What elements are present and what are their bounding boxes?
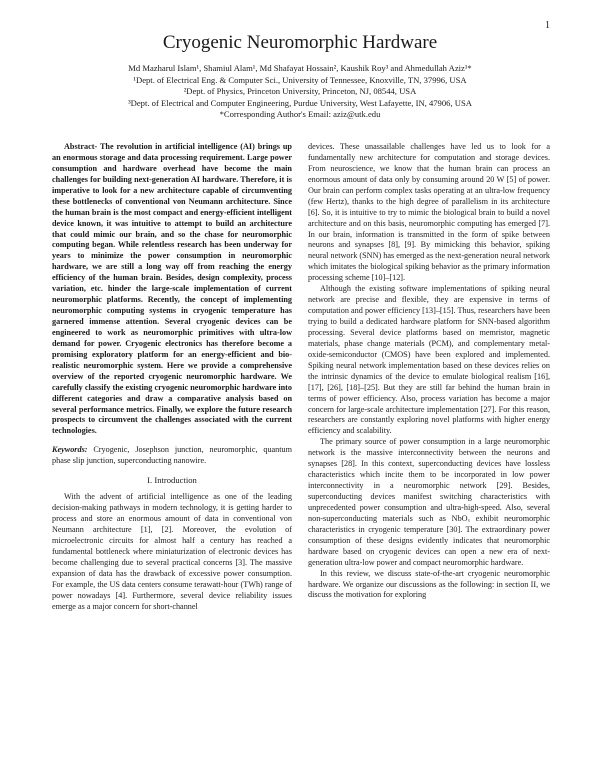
affiliation-2: ²Dept. of Physics, Princeton University, Princeton, NJ, 08544, USA [183,86,417,96]
corresponding-author-email: *Corresponding Author's Email: aziz@utk.edu [219,109,381,119]
section-heading-introduction: I. Introduction [147,475,197,486]
body-paragraph-2: Although the existing software implementations of spiking neural network are precise and flexible, they are expensive in terms of computation and power efficiency [13]–[15]. Thus, researchers have been trying to build a dedicated hardware platform for SNN-based algorithm processing. Several device platforms based on memristor, magnetic materials, phase change materials (PCM), and complementary metal-oxide-semiconductor (CMOS) have been explored and implemented. Spiking neural network implementation based on these devices relies on the intrinsic dynamics of the device to emulate biological realism [16], [17], [26], [18]–[25]. But they are still far behind the human brain in terms of power efficiency. Also, process variation has become a major concern for large-scale architecture implementation [27]. For this reason, researchers are constantly exploring novel platforms with higher energy efficiency and scalability. [308,284,550,436]
author-block [0,63,600,121]
body-paragraph-3: The primary source of power consumption in a large neuromorphic network is the massive interconnectivity between the neurons and synapses [28]. In this context, superconducting devices have lossless characteristics which incite them to be incorporated in low power interconnectivity in a neuromorphic network [29]. Besides, superconducting devices manifest switching characteristics with unprecedented power consumption and ultra-high-speed. Also, several non-superconducting materials such as NbOₓ exhibit neuromorphic characteristics in cryogenic temperature [30]. The extraordinary power consumption of these designs evidently indicates that neuromorphic hardware based on cryogenic devices can open a new era of next-generation ultra-low power and compact neuromorphic hardware. [308,437,550,567]
body-paragraph-1: devices. These unassailable challenges have led us to look for a fundamentally new architecture for computation and storage devices. From neuroscience, we know that the human brain can process an enormous amount of data only by consuming around 20 W [5] of power. Our brain can perform complex tasks operating at an ultra-low frequency (few Hertz), thanks to the high degree of parallelism in its architecture [6]. So, it is intuitive to try to mimic the biological brain to build a novel architecture and on this basis, neuromorphic computing has emerged [7]. In our brain, information is transmitted in the form of spike between neurons and synapses [8], [9]. By mimicking this behavior, spiking neural network (SNN) has emerged as the next-generation neural network which imitates the biological spiking behavior as the primary information processing scheme [10]–[12]. [308,142,550,283]
affiliation-3: ³Dept. of Electrical and Computer Engineering, Purdue University, West Lafayette, IN, 47906, USA [128,97,472,108]
keywords [52,445,292,467]
paper-title: Cryogenic Neuromorphic Hardware [162,32,438,53]
affiliation-1: ¹Dept. of Electrical Eng. & Computer Sci., University of Tennessee, Knoxville, TN, 37996, USA [133,74,467,85]
body-paragraph-4: In this review, we discuss state-of-the-art cryogenic neuromorphic hardware. We organize our discussions as the following: in section II, we discuss the motivation for exploring [308,568,550,600]
keywords-text: Cryogenic, Josephson junction, neuromorphic, quantum phase slip junction, superconducting nanowire. [52,445,292,466]
right-column [308,142,550,601]
abstract: Abstract- The revolution in artificial intelligence (AI) brings up an enormous storage and data processing requirement. Large power consumption and hardware overhead have become the main challenges for building next-generation AI hardware. Therefore, it is imperative to look for a new architecture capable of circumventing these bottlenecks of conventional von Neumann architecture. Since the human brain is the most compact and energy-efficient intelligent device known, it was intuitive to attempt to build an architecture that could mimic our brain, and so the chase for neuromorphic computing began. While relentless research has been underway for years to minimize the power consumption in neuromorphic hardware, we are still a long way off from reaching the energy efficiency of the human brain. Besides, design complexity, process variation, etc. hinder the large-scale implementation of current neuromorphic platforms. Recently, the concept of implementing neuromorphic computing systems in cryogenic temperature has garnered immense attention. Several cryogenic devices can be engineered to work as neuromorphic primitives with ultra-low demand for power. Cryogenic electronics has therefore become a promising exploratory platform for an energy-efficient and bio-realistic neuromorphic system. Here we provide a comprehensive overview of the reported cryogenic neuromorphic hardware. We carefully classify the existing cryogenic neuromorphic hardware into different categories and draw a comparative analysis based on several performance metrics. Finally, we explore the future research prospects to circumvent the challenges associated with the current technologies. [52,142,292,436]
left-column [52,142,292,612]
page-number: 1 [545,20,550,31]
author-list: Md Mazharul Islam¹, Shamiul Alam¹, Md Shafayat Hossain², Kaushik Roy³ and Ahmedullah Aziz¹* [128,63,472,73]
keywords-label: Keywords: [52,445,88,455]
intro-paragraph-1: With the advent of artificial intelligence as one of the leading decision-making pathways in modern technology, it is getting harder to process and store an enormous amount of data in conventional von Neumann architecture [1], [2]. Moreover, the evolution of microelectronic circuits for almost half a century has reached a fundamental bottleneck where miniaturization of electronic devices has become challenging due to several practical concerns [3]. The massive expansion of data has the drawback of excessive power consumption. For example, the US data centers consume terawatt-hour (TWh) range of power nowadays [4]. Furthermore, several device reliability issues emerge as a major concern for short-channel [52,492,292,611]
